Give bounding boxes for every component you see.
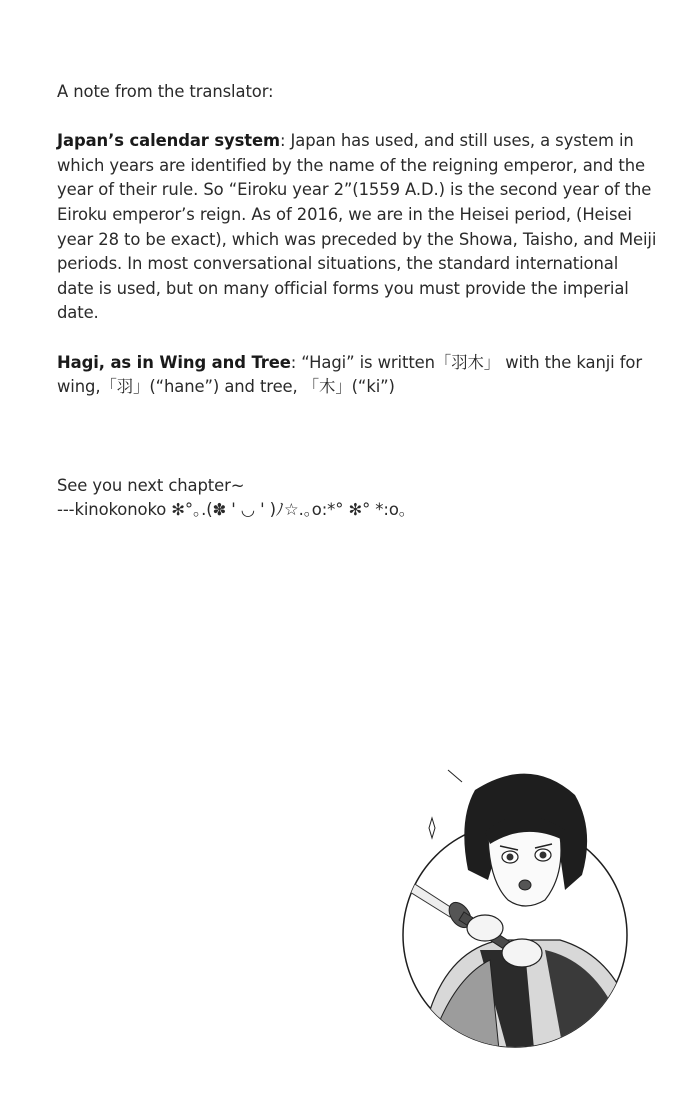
calendar-text: : Japan has used, and still uses, a system in which years are identified by the name of the reigning emperor, and the year of their rule. So “Eiroku year 2”(1559 A.D.) is the second year of the Eiroku emperor’s reign. As of 2016, we are in the Heisei period, (Heisei year 28 to be exact), which was preceded by the Showa, Taisho, and Meiji periods. In most conversational situations, the standard international date is used, but on many official forms you must provide the imperial date. bbox=[57, 131, 657, 323]
spacer bbox=[57, 400, 657, 474]
signature-line: ---kinokonoko ✻°｡.(✽ ' ◡ ' )ﾉ☆.｡o:*° ✻° *:o｡ bbox=[57, 500, 407, 520]
spacer bbox=[57, 326, 657, 351]
hagi-term: Hagi, as in Wing and Tree bbox=[57, 352, 291, 372]
calendar-term: Japan’s calendar system bbox=[57, 131, 280, 151]
note-heading: A note from the translator: bbox=[57, 82, 274, 101]
calendar-paragraph bbox=[57, 129, 657, 326]
hagi-paragraph bbox=[57, 351, 657, 400]
hagi-text: : “Hagi” is written「羽木」 with the kanji for wing,「羽」(“hane”) and tree, 「木」(“ki”) bbox=[57, 352, 642, 397]
samurai-girl-illustration bbox=[360, 760, 660, 1050]
closing-line: See you next chapter~ bbox=[57, 475, 245, 495]
translator-note bbox=[57, 80, 657, 523]
spacer bbox=[57, 105, 657, 130]
